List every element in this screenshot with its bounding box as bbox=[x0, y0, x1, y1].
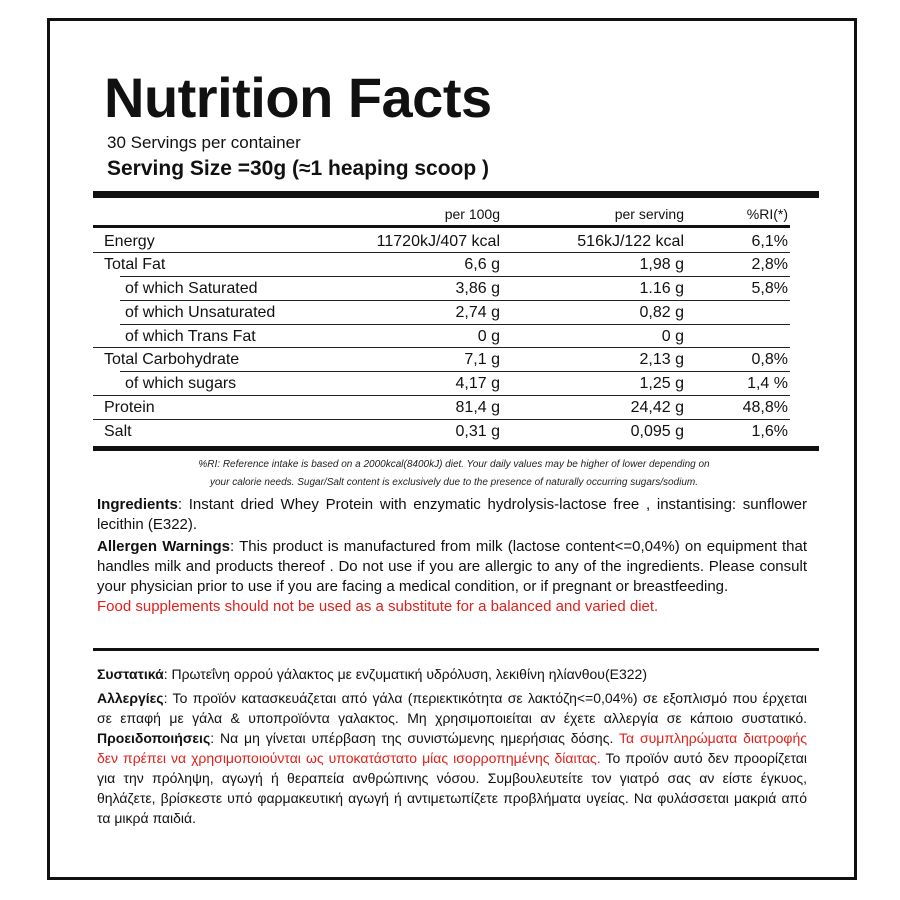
greek-ingredients-text: : Πρωτεΐνη ορρού γάλακτος με ενζυματική υδρόλυση, λεκιθίνη ηλίανθου(E322) bbox=[163, 666, 647, 682]
row-serving-total-carbohydrate: 2,13 g bbox=[639, 351, 684, 368]
row-serving-energy: 516kJ/122 kcal bbox=[577, 233, 684, 250]
row-ri-saturated: 5,8% bbox=[751, 280, 788, 297]
thick-divider bbox=[93, 191, 819, 198]
col-header-per-serving: per serving bbox=[614, 206, 684, 222]
greek-closing-text: Το προϊόν αυτό δεν προορίζεται για την πρόληψη, αγωγή ή θεραπεία ανθρώπινης νόσου. Συμβουλευτείτε τον γιατρό σας αν είστε έγκυος, θηλάζετε, βρίσκεστε υπό φαρμακευτική αγωγή ή αντιμετωπίζετε προβλήματα υγείας. Να φυλάσσεται μακριά από τα μικρά παιδιά. bbox=[97, 750, 807, 826]
ri-note-line-2: your calorie needs. Sugar/Salt content is exclusively due to the presence of naturally occurring sugars/sodium. bbox=[209, 477, 699, 488]
row-per100-unsaturated: 2,74 g bbox=[455, 304, 500, 321]
row-per100-total-fat: 6,6 g bbox=[464, 256, 500, 273]
ingredients-paragraph bbox=[97, 495, 807, 535]
row-serving-trans-fat: 0 g bbox=[661, 328, 684, 345]
section-divider bbox=[93, 648, 819, 651]
row-ri-total-carbohydrate: 0,8% bbox=[751, 351, 788, 368]
row-per100-total-carbohydrate: 7,1 g bbox=[464, 351, 500, 368]
allergen-paragraph bbox=[97, 537, 807, 617]
greek-allergens-paragraph bbox=[97, 688, 807, 828]
row-divider bbox=[120, 324, 790, 325]
row-ri-protein: 48,8% bbox=[742, 399, 788, 416]
ingredients-label: Ingredients bbox=[97, 496, 178, 513]
serving-size: Serving Size =30g (≈1 heaping scoop ) bbox=[107, 157, 490, 180]
row-per100-sugars: 4,17 g bbox=[455, 375, 500, 392]
row-name-energy: Energy bbox=[104, 233, 155, 250]
row-per100-protein: 81,4 g bbox=[455, 399, 500, 416]
row-serving-unsaturated: 0,82 g bbox=[639, 304, 684, 321]
row-name-trans-fat: of which Trans Fat bbox=[125, 328, 256, 345]
greek-ingredients-label: Συστατικά bbox=[97, 666, 164, 682]
greek-precautions-text: : Να μη γίνεται υπέρβαση της συνιστώμενης ημερήσιας δόσης. bbox=[210, 730, 614, 746]
row-serving-sugars: 1,25 g bbox=[639, 375, 684, 392]
col-header-per-100g: per 100g bbox=[444, 206, 500, 222]
greek-ingredients-paragraph bbox=[97, 664, 807, 684]
allergen-text: : This product is manufactured from milk (lactose content<=0,04%) on equipment that handles milk and products thereof . Do not use if you are allergic to any of the ingredients. Please consult your physician prior to use if you are facing a medical condition, or if pregnant or breastfeeding. bbox=[97, 538, 807, 595]
greek-precautions-label: Προειδοποιήσεις bbox=[97, 730, 211, 746]
row-name-total-fat: Total Fat bbox=[104, 256, 166, 273]
greek-allergens-text: : Το προϊόν κατασκευάζεται από γάλα (περιεκτικότητα σε λακτόζη<=0,04%) σε εξοπλισμό που έρχεται σε επαφή με γάλα & υποπροϊόντα γαλακτος. Μη χρησιμοποιείται αν έχετε αλλεργία σε κάποιο συστατικό. bbox=[97, 690, 807, 726]
row-per100-salt: 0,31 g bbox=[455, 423, 500, 440]
greek-supplement-warning: Τα συμπληρώματα διατροφής δεν πρέπει να χρησιμοποιούνται ως υποκατάστατο μίας ισορροπημένης δίαιτας. bbox=[97, 730, 807, 766]
row-per100-trans-fat: 0 g bbox=[477, 328, 500, 345]
row-divider bbox=[93, 419, 790, 420]
row-divider bbox=[93, 347, 790, 348]
allergen-label: Allergen Warnings bbox=[97, 538, 230, 555]
ri-note-line-1: %RI: Reference intake is based on a 2000kcal(8400kJ) diet. Your daily values may be higher of lower depending on bbox=[198, 459, 710, 470]
row-name-protein: Protein bbox=[104, 399, 155, 416]
row-ri-total-fat: 2,8% bbox=[751, 256, 788, 273]
header-divider bbox=[93, 225, 790, 228]
row-ri-sugars: 1,4 % bbox=[747, 375, 788, 392]
row-serving-saturated: 1.16 g bbox=[639, 280, 684, 297]
servings-per-container: 30 Servings per container bbox=[107, 133, 301, 152]
row-divider bbox=[120, 276, 790, 277]
row-divider bbox=[93, 252, 790, 253]
row-per100-energy: 11720kJ/407 kcal bbox=[376, 233, 500, 250]
supplement-warning: Food supplements should not be used as a substitute for a balanced and varied diet. bbox=[97, 598, 659, 615]
row-serving-protein: 24,42 g bbox=[630, 399, 684, 416]
row-ri-salt: 1,6% bbox=[751, 423, 788, 440]
ingredients-text: : Instant dried Whey Protein with enzymatic hydrolysis-lactose free , instantising: sunflower lecithin (E322). bbox=[97, 496, 807, 533]
greek-allergens-label: Αλλεργίες bbox=[97, 690, 164, 706]
row-divider bbox=[120, 371, 790, 372]
col-header-ri: %RI(*) bbox=[746, 206, 788, 222]
row-name-salt: Salt bbox=[104, 423, 132, 440]
thick-divider bbox=[93, 446, 819, 451]
page-title: Nutrition Facts bbox=[104, 66, 492, 129]
row-name-saturated: of which Saturated bbox=[125, 280, 258, 297]
row-divider bbox=[93, 395, 790, 396]
row-name-unsaturated: of which Unsaturated bbox=[125, 304, 276, 321]
row-name-total-carbohydrate: Total Carbohydrate bbox=[104, 351, 240, 368]
row-divider bbox=[120, 300, 790, 301]
row-per100-saturated: 3,86 g bbox=[455, 280, 500, 297]
row-serving-total-fat: 1,98 g bbox=[639, 256, 684, 273]
row-serving-salt: 0,095 g bbox=[630, 423, 684, 440]
row-name-sugars: of which sugars bbox=[125, 375, 237, 392]
row-ri-energy: 6,1% bbox=[751, 233, 788, 250]
